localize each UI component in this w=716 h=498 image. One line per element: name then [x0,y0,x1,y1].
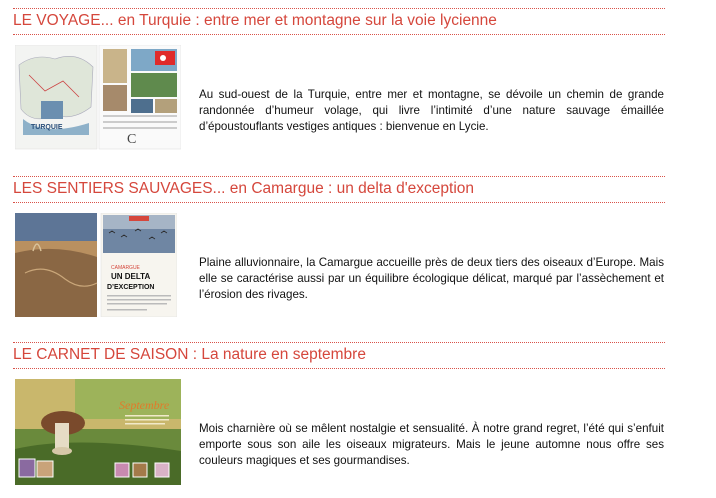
title-prefix: LES SENTIERS SAUVAGES... [13,180,226,197]
svg-text:UN DELTA: UN DELTA [111,272,151,281]
article-title[interactable] [13,343,665,368]
septembre-spread-image [15,379,181,485]
svg-text:CAMARGUE: CAMARGUE [111,265,140,271]
thumb-label: TURQUIE [31,124,63,131]
magazine-spread-thumbnail[interactable] [15,45,181,153]
turkey-spread-image [15,45,181,153]
title-prefix: LE VOYAGE... [13,12,114,29]
article-description: Au sud-ouest de la Turquie, entre mer et montagne, se dévoile un chemin de grande randonnée d’humeur volage, qui livre l’intimité d’une nature sauvage émaillée d’époustouflants vestiges antiques : bienvenue en Lycie. [199,88,664,134]
title-rest: en Camargue : un delta d'exception [225,180,475,197]
article-sentiers [13,176,665,323]
article-description: Mois charnière où se mêlent nostalgie et sensualité. À notre grand regret, l’été qui s’enfuit emporte sous son aile les oiseaux migrateurs. Mais le jeune automne nous offre ses couleurs magiques et ses gourmandises. [199,422,664,468]
title-rest: en Turquie : entre mer et montagne sur la voie lycienne [113,12,497,29]
svg-text:C: C [127,132,137,147]
svg-text:D’EXCEPTION: D’EXCEPTION [107,284,155,291]
article-voyage [13,8,665,155]
article-carnet [13,342,665,489]
article-title[interactable] [13,9,665,34]
article-title[interactable] [13,177,665,202]
title-prefix: LE CARNET DE SAISON : [13,346,198,363]
magazine-spread-thumbnail[interactable] [15,379,181,485]
title-rest: La nature en septembre [197,346,366,363]
article-description: Plaine alluvionnaire, la Camargue accueille près de deux tiers des oiseaux d’Europe. Mais elle se caractérise aussi par un équilibre écologique délicat, marqué par l’assèchement et l’érosion des rivages. [199,256,664,302]
camargue-spread-image [15,213,177,317]
magazine-spread-thumbnail[interactable] [15,213,177,317]
thumb-label: Septembre [119,398,170,412]
